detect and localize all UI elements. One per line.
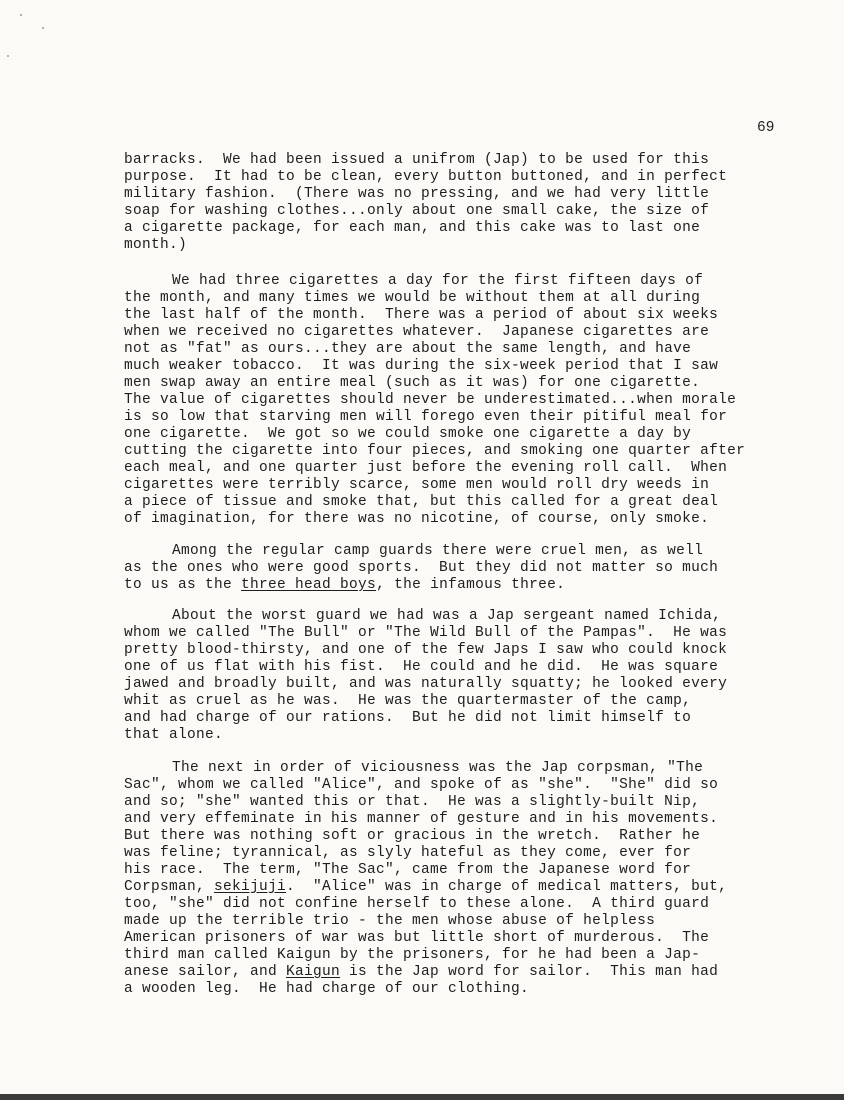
text-line	[124, 560, 718, 577]
text-line	[172, 760, 703, 777]
text-line	[124, 676, 727, 693]
text-segment: American prisoners of war was but little short of murderous. The	[124, 930, 710, 946]
text-line	[124, 693, 691, 710]
text-segment: one cigarette. We got so we could smoke one cigarette a day by	[124, 426, 692, 442]
text-segment: pretty blood-thirsty, and one of the few Japs I saw who could knock	[124, 642, 728, 658]
text-segment: cigarettes were terribly scarce, some men would roll dry weeds in	[124, 477, 710, 493]
text-line	[124, 426, 691, 443]
text-line	[124, 828, 700, 845]
text-segment: his race. The term, "The Sac", came from the Japanese word for	[124, 862, 692, 878]
text-segment: much weaker tobacco. It was during the six-week period that I saw	[124, 358, 719, 374]
text-segment: when we received no cigarettes whatever. Japanese cigarettes are	[124, 324, 710, 340]
text-line	[172, 273, 703, 290]
text-segment: The next in order of viciousness was the Jap corpsman, "The	[172, 760, 704, 776]
text-line	[124, 324, 709, 341]
text-segment: , the infamous three.	[376, 577, 566, 593]
text-segment: and very effeminate in his manner of gesture and in his movements.	[124, 811, 719, 827]
text-line	[124, 511, 709, 528]
text-segment: a wooden leg. He had charge of our clothing.	[124, 981, 530, 997]
page-number: 69	[757, 120, 775, 136]
text-line	[124, 981, 529, 998]
text-segment: third man called Kaigun by the prisoners, for he had been a Jap-	[124, 947, 701, 963]
text-line	[124, 577, 565, 594]
text-segment: Corpsman,	[124, 879, 215, 895]
text-line	[124, 727, 223, 744]
text-line	[124, 777, 718, 794]
text-segment: is the Jap word for sailor. This man had	[340, 964, 719, 980]
underlined-term: sekijuji	[214, 879, 287, 895]
text-line	[124, 203, 709, 220]
text-segment: whit as cruel as he was. He was the quartermaster of the camp,	[124, 693, 692, 709]
text-line	[124, 964, 718, 981]
text-line	[124, 862, 691, 879]
text-segment: a piece of tissue and smoke that, but this called for a great deal	[124, 494, 719, 510]
text-line	[124, 710, 691, 727]
text-segment: as the ones who were good sports. But they did not matter so much	[124, 560, 719, 576]
text-segment: and so; "she" wanted this or that. He was a slightly-built Nip,	[124, 794, 701, 810]
text-segment: whom we called "The Bull" or "The Wild Bull of the Pampas". He was	[124, 625, 728, 641]
text-segment: anese sailor, and	[124, 964, 287, 980]
text-segment: was feline; tyrannical, as slyly hateful as they come, ever for	[124, 845, 692, 861]
text-line	[124, 879, 727, 896]
underlined-term: Kaigun	[286, 964, 341, 980]
text-line	[124, 152, 709, 169]
text-segment: is so low that starving men will forego even their pitiful meal for	[124, 409, 728, 425]
text-line	[124, 494, 718, 511]
text-segment: too, "she" did not confine herself to these alone. A third guard	[124, 896, 710, 912]
text-segment: a cigarette package, for each man, and this cake was to last one	[124, 220, 701, 236]
text-line	[124, 443, 745, 460]
paper-speck	[7, 55, 9, 57]
text-line	[124, 794, 700, 811]
text-line	[124, 625, 727, 642]
text-segment: Among the regular camp guards there were cruel men, as well	[172, 543, 704, 559]
text-segment: that alone.	[124, 727, 224, 743]
text-segment: barracks. We had been issued a unifrom (Jap) to be used for this	[124, 152, 710, 168]
text-line	[124, 237, 187, 254]
text-line	[124, 290, 700, 307]
text-line	[124, 375, 700, 392]
text-segment: and had charge of our rations. But he did not limit himself to	[124, 710, 692, 726]
text-segment: soap for washing clothes...only about one small cake, the size of	[124, 203, 710, 219]
paper-speck	[20, 14, 22, 16]
text-segment: . "Alice" was in charge of medical matters, but,	[286, 879, 728, 895]
text-line	[124, 947, 700, 964]
text-line	[124, 358, 718, 375]
text-segment: not as "fat" as ours...they are about the same length, and have	[124, 341, 692, 357]
text-line	[124, 186, 709, 203]
text-line	[124, 460, 727, 477]
paper-speck	[42, 27, 44, 29]
text-segment: purpose. It had to be clean, every button buttoned, and in perfect	[124, 169, 728, 185]
text-line	[124, 642, 727, 659]
text-line	[124, 220, 700, 237]
text-line	[172, 543, 703, 560]
text-line	[124, 392, 736, 409]
text-segment: Sac", whom we called "Alice", and spoke of as "she". "She" did so	[124, 777, 719, 793]
text-line	[124, 477, 709, 494]
text-segment: one of us flat with his fist. He could and he did. He was square	[124, 659, 719, 675]
text-segment: About the worst guard we had was a Jap sergeant named Ichida,	[172, 608, 722, 624]
text-line	[124, 896, 709, 913]
text-segment: to us as the	[124, 577, 242, 593]
text-line	[124, 409, 727, 426]
text-line	[124, 930, 709, 947]
text-line	[124, 169, 727, 186]
text-segment: of imagination, for there was no nicotine, of course, only smoke.	[124, 511, 710, 527]
text-segment: We had three cigarettes a day for the first fifteen days of	[172, 273, 704, 289]
text-segment: each meal, and one quarter just before the evening roll call. When	[124, 460, 728, 476]
text-segment: month.)	[124, 237, 188, 253]
text-line	[124, 307, 718, 324]
text-segment: jawed and broadly built, and was naturally squatty; he looked every	[124, 676, 728, 692]
text-segment: the last half of the month. There was a period of about six weeks	[124, 307, 719, 323]
underlined-term: three head boys	[241, 577, 377, 593]
text-line	[124, 659, 718, 676]
text-segment: the month, and many times we would be without them at all during	[124, 290, 701, 306]
text-segment: military fashion. (There was no pressing, and we had very little	[124, 186, 710, 202]
text-line	[124, 811, 718, 828]
text-segment: cutting the cigarette into four pieces, and smoking one quarter after	[124, 443, 746, 459]
text-segment: But there was nothing soft or gracious in the wretch. Rather he	[124, 828, 701, 844]
text-segment: The value of cigarettes should never be underestimated...when morale	[124, 392, 737, 408]
text-line	[124, 341, 691, 358]
text-segment: made up the terrible trio - the men whose abuse of helpless	[124, 913, 656, 929]
text-segment: men swap away an entire meal (such as it was) for one cigarette.	[124, 375, 701, 391]
scan-edge	[0, 1094, 844, 1100]
text-line	[172, 608, 721, 625]
text-line	[124, 913, 655, 930]
text-line	[124, 845, 691, 862]
